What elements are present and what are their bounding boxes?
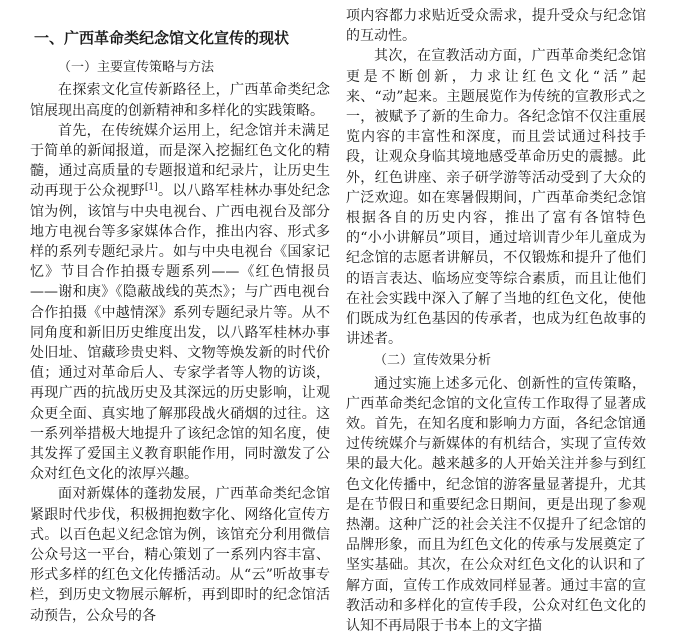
paragraph: 项内容都力求贴近受众需求，提升受众与纪念馆的互动性。: [346, 8, 646, 45]
paragraph: 通过实施上述多元化、创新性的宣传策略，广西革命类纪念馆的文化宣传工作取得了显著成效。首先，在知名度和影响力方面，各纪念馆通过传统媒介与新媒体的有机结合，实现了宣传效果的最大化。越来越多的人开始关注并参与到红色文化传播中，纪念馆的游客量显著提升，尤其是在节假日和重要纪念日期间，更是出现了参观热潮。这种广泛的社会关注不仅提升了纪念馆的品牌形象，而且为红色文化的传承与发展奠定了坚实基础。其次，在公众对红色文化的认识和了解方面，宣传工作成效同样显著。通过丰富的宣教活动和多样化的宣传手段，公众对红色文化的认知不再局限于书本上的文字描: [346, 375, 646, 635]
citation-ref: [1]: [144, 182, 158, 193]
subsection-title-1: （一）主要宣传策略与方法: [58, 60, 215, 76]
paragraph-text: 首先，在传统媒介运用上，纪念馆并未满足于简单的新闻报道，而是深入挖掘红色文化的精髓，通过高质量的专题报道和纪录片，让历史生动再现于公众视野: [30, 122, 330, 200]
paragraph: 其次，在宣教活动方面，广西革命类纪念馆更是不断创新，力求让红色文化“活”起来、“动”起来。主题展览作为传统的宣教形式之一，被赋予了新的生命力。各纪念馆不仅注重展览内容的丰富性和深度，而且尝试通过科技手段，让观众身临其境地感受革命历史的震撼。此外，红色讲座、亲子研学游等活动受到了大众的广泛欢迎。如在寒暑假期间，广西革命类纪念馆根据各自的历史内容，推出了富有各馆特色的“小小讲解员”项目，通过培训青少年儿童成为纪念馆的志愿者讲解员，不仅锻炼和提升了他们的语言表达、临场应变等综合素质，而且让他们在社会实践中深入了解了当地的红色文化，使他们既成为红色基因的传承者，也成为红色故事的讲述者。: [346, 48, 646, 348]
right-column: [346, 6, 646, 636]
paragraph: 面对新媒体的蓬勃发展，广西革命类纪念馆紧跟时代步伐，积极拥抱数字化、网络化宣传方式。以百色起义纪念馆为例，该馆充分利用微信公众号这一平台，精心策划了一系列内容丰富、形式多样的红色文化传播活动。从“云”听故事专栏，到历史文物展示解析，再到即时的纪念馆活动预告，公众号的各: [30, 486, 330, 624]
paragraph-text: 。以八路军桂林办事处纪念馆为例，该馆与中央电视台、广西电视台及部分地方电视台等多家媒体合作，推出内容、形式多样的系列专题纪录片。如与中央电视台《国家记忆》节目合作拍摄专题系列——《红色情报员——谢和庚》《隐蔽战线的英杰》；与广西电视台合作拍摄《中越情深》系列专题纪录片等。从不同角度和新旧历史维度出发，以八路军桂林办事处旧址、馆藏珍贵史料、文物等焕发新的时代价值；通过对革命后人、专家学者等人物的访谈，再现广西的抗战历史及其深远的历史影响，让观众更全面、真实地了解那段战火硝烟的过往。这一系列举措极大地提升了该纪念馆的知名度，使其发挥了爱国主义教育职能作用，同时激发了公众对红色文化的浓厚兴趣。: [30, 183, 331, 483]
left-column: [30, 6, 330, 626]
subsection-title-2: （二）宣传效果分析: [374, 353, 492, 369]
paragraph: [30, 121, 330, 485]
paragraph: 在探索文化宣传新路径上，广西革命类纪念馆展现出高度的创新精神和多样化的实践策略。: [30, 82, 330, 119]
section-title: 一、广西革命类纪念馆文化宣传的现状: [34, 29, 290, 47]
